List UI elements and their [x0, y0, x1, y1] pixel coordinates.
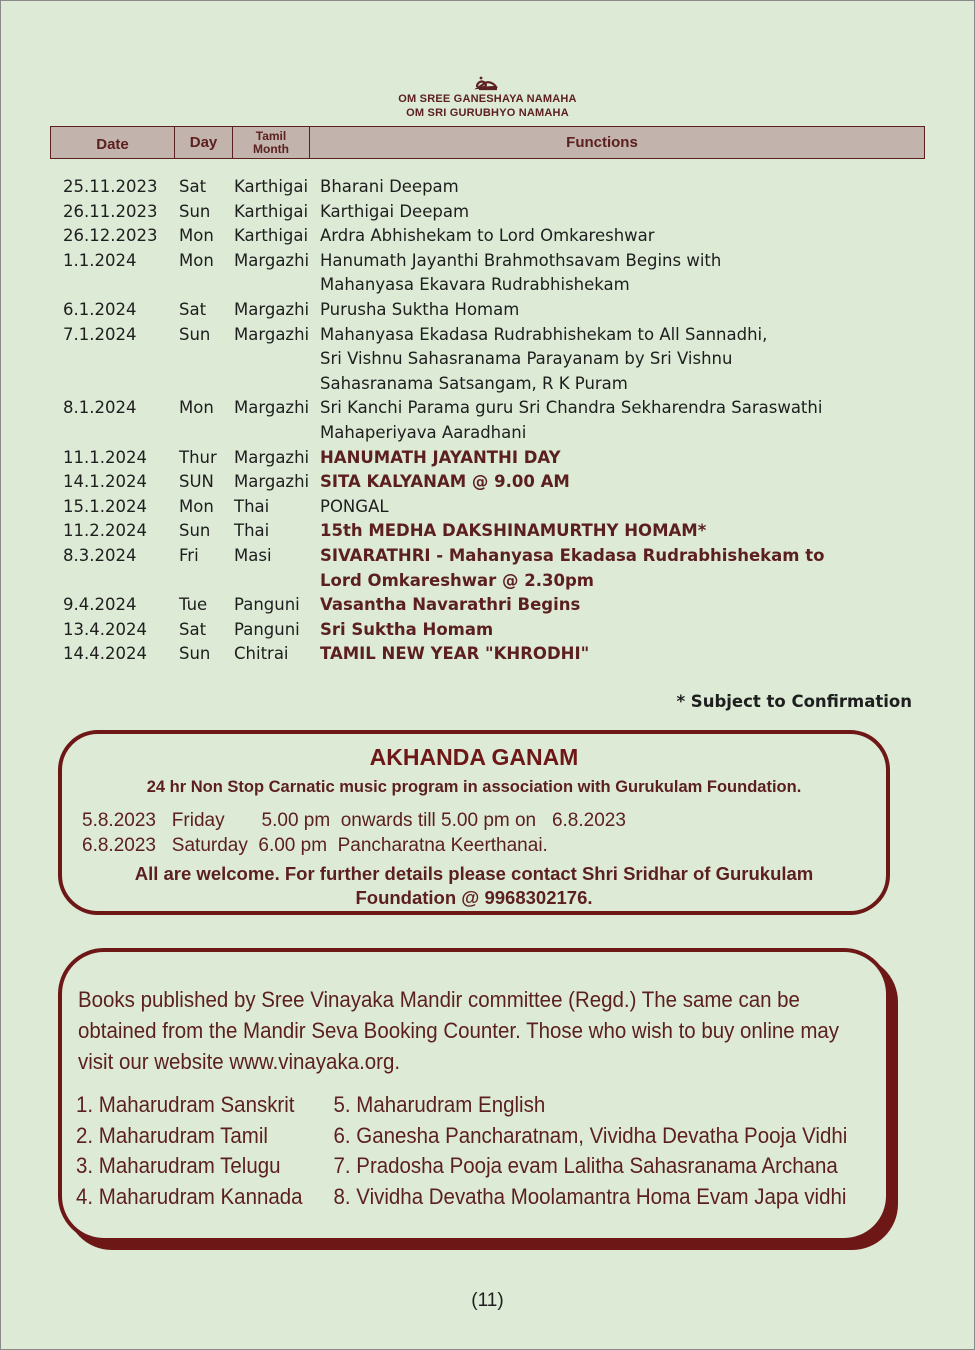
confirmation-note: * Subject to Confirmation — [676, 692, 912, 711]
row-date: 14.1.2024 — [63, 472, 147, 492]
row-month: Margazhi — [234, 472, 310, 492]
row-function: Purusha Suktha Homam — [320, 299, 520, 319]
header-day: Day — [175, 127, 233, 158]
row-function: Sri Kanchi Parama guru Sri Chandra Sekharendra Saraswathi — [320, 398, 823, 418]
row-date: 9.4.2024 — [63, 595, 137, 615]
row-date — [63, 569, 179, 594]
table-row — [63, 200, 880, 225]
akhanda-title: AKHANDA GANAM — [369, 744, 579, 770]
row-date — [63, 372, 179, 397]
header-tamil-month-line2: Month — [253, 141, 289, 156]
book-row — [76, 1121, 847, 1152]
book-item: 1. Maharudram Sanskrit — [76, 1092, 295, 1117]
row-function: HANUMATH JAYANTHI DAY — [320, 447, 561, 467]
row-day: Sun — [179, 201, 211, 221]
row-day: Mon — [179, 226, 214, 246]
row-date: 1.1.2024 — [63, 250, 137, 270]
row-function: Mahanyasa Ekadasa Rudrabhishekam to All Sannadhi, — [320, 324, 768, 344]
page-number: (11) — [471, 1290, 504, 1311]
row-day: Thur — [179, 447, 217, 467]
table-row — [63, 569, 880, 594]
row-function: SITA KALYANAM @ 9.00 AM — [320, 472, 570, 492]
row-month: Margazhi — [234, 398, 310, 418]
om-symbol-icon — [472, 74, 500, 92]
row-month: Margazhi — [234, 250, 310, 270]
row-month: Karthigai — [234, 177, 309, 196]
row-month: Panguni — [234, 595, 300, 615]
book-row — [76, 1182, 847, 1213]
row-function: 15th MEDHA DAKSHINAMURTHY HOMAM* — [320, 521, 707, 541]
row-function: Karthigai Deepam — [320, 201, 470, 221]
table-row — [63, 593, 880, 618]
table-row — [63, 273, 880, 298]
row-date — [63, 347, 179, 372]
header-tamil-month — [233, 127, 310, 158]
row-date: 26.11.2023 — [63, 201, 158, 221]
row-date: 8.3.2024 — [63, 545, 137, 565]
table-row — [63, 249, 880, 274]
row-day: Sat — [179, 299, 207, 319]
row-day: Mon — [179, 496, 214, 516]
row-month — [234, 372, 320, 397]
row-month — [234, 273, 320, 298]
row-function: PONGAL — [320, 496, 389, 516]
row-month: Thai — [234, 496, 270, 516]
row-date — [63, 273, 179, 298]
row-date: 14.4.2024 — [63, 644, 147, 664]
row-day — [179, 421, 234, 446]
table-row — [63, 642, 880, 667]
row-function: Lord Omkareshwar @ 2.30pm — [320, 570, 594, 590]
books-intro: Books published by Sree Vinayaka Mandir committee (Regd.) The same can be obtained from the Mandir Seva Booking Counter. Those who wish to buy online may visit our website www.vinayaka.org. — [78, 987, 840, 1074]
row-date: 25.11.2023 — [63, 177, 158, 196]
row-month — [234, 421, 320, 446]
row-date — [63, 421, 179, 446]
book-item: 8. Vividha Devatha Moolamantra Homa Evam Japa vidhi — [333, 1183, 847, 1209]
row-function: TAMIL NEW YEAR "KHRODHI" — [320, 644, 590, 664]
welcome-line: All are welcome. For further details please contact Shri Sridhar of Gurukulam — [134, 863, 814, 884]
akhanda-ganam-box — [58, 730, 890, 915]
row-function: Bharani Deepam — [320, 177, 459, 196]
books-list — [76, 1090, 847, 1212]
row-day: Mon — [179, 250, 214, 270]
row-month: Karthigai — [234, 226, 309, 246]
table-row — [63, 618, 880, 643]
row-function: Ardra Abhishekam to Lord Omkareshwar — [320, 226, 655, 246]
row-day: Fri — [179, 545, 199, 565]
row-day: Tue — [179, 595, 208, 615]
invocation-ganesha: OM SREE GANESHAYA NAMAHA — [398, 93, 577, 105]
header-tamil-month-line1: Tamil — [255, 128, 287, 143]
row-month — [234, 569, 320, 594]
table-row — [63, 298, 880, 323]
row-date: 13.4.2024 — [63, 619, 147, 639]
table-row — [63, 495, 880, 520]
row-month: Margazhi — [234, 324, 310, 344]
row-month: Chitrai — [234, 644, 289, 664]
schedule-line: 5.8.2023 Friday 5.00 pm onwards till 5.00 pm on 6.8.2023 — [82, 810, 626, 831]
table-row — [63, 372, 880, 397]
book-item: 6. Ganesha Pancharatnam, Vividha Devatha Pooja Vidhi — [333, 1122, 848, 1148]
book-item: 4. Maharudram Kannada — [76, 1183, 303, 1209]
row-date: 8.1.2024 — [63, 398, 137, 418]
row-function: Sahasranama Satsangam, R K Puram — [320, 373, 628, 393]
row-date: 11.1.2024 — [63, 447, 147, 467]
row-month: Thai — [234, 521, 270, 541]
table-row — [63, 470, 880, 495]
row-day: Sat — [179, 177, 207, 196]
book-item: 2. Maharudram Tamil — [76, 1122, 268, 1148]
row-month: Margazhi — [234, 299, 310, 319]
row-function: Mahaperiyava Aaradhani — [320, 422, 527, 442]
table-row — [63, 347, 880, 372]
table-row — [63, 544, 880, 569]
table-row — [63, 519, 880, 544]
book-item: 3. Maharudram Telugu — [76, 1153, 281, 1178]
table-row — [63, 224, 880, 249]
row-date: 15.1.2024 — [63, 496, 147, 516]
row-day — [179, 347, 234, 372]
row-day: Sun — [179, 521, 211, 541]
table-header — [50, 126, 925, 159]
row-function: Sri Suktha Homam — [320, 619, 494, 639]
table-row — [63, 446, 880, 471]
invocation-guru: OM SRI GURUBHYO NAMAHA — [406, 107, 569, 119]
akhanda-welcome — [72, 862, 876, 910]
row-day — [179, 569, 234, 594]
row-day: Sun — [179, 644, 211, 664]
books-box — [58, 948, 890, 1242]
row-date: 6.1.2024 — [63, 299, 137, 319]
row-day — [179, 372, 234, 397]
functions-table-body — [63, 175, 880, 667]
table-row — [63, 396, 880, 421]
book-item: 5. Maharudram English — [333, 1092, 546, 1117]
row-function: SIVARATHRI - Mahanyasa Ekadasa Rudrabhishekam to — [320, 545, 825, 565]
table-row — [63, 323, 880, 348]
book-row — [76, 1090, 847, 1121]
row-day: Sat — [179, 619, 207, 639]
row-day: Sun — [179, 324, 211, 344]
schedule-line: 6.8.2023 Saturday 6.00 pm Pancharatna Keerthanai. — [82, 835, 548, 856]
row-day: SUN — [179, 472, 214, 492]
book-item: 7. Pradosha Pooja evam Lalitha Sahasranama Archana — [333, 1153, 838, 1178]
row-date: 11.2.2024 — [63, 521, 147, 541]
row-month: Masi — [234, 545, 272, 565]
row-month — [234, 347, 320, 372]
row-function: Sri Vishnu Sahasranama Parayanam by Sri Vishnu — [320, 349, 733, 369]
header-date: Date — [51, 127, 175, 158]
akhanda-schedule — [82, 808, 626, 858]
book-row — [76, 1151, 847, 1182]
row-function: Hanumath Jayanthi Brahmothsavam Begins with — [320, 250, 722, 270]
row-day: Mon — [179, 398, 214, 418]
row-day — [179, 273, 234, 298]
row-date: 26.12.2023 — [63, 226, 158, 246]
table-row — [63, 175, 880, 200]
row-function: Mahanyasa Ekavara Rudrabhishekam — [320, 275, 630, 295]
table-row — [63, 421, 880, 446]
row-month: Panguni — [234, 619, 300, 639]
header-functions: Functions — [566, 134, 638, 151]
welcome-line: Foundation @ 9968302176. — [355, 887, 593, 908]
row-month: Karthigai — [234, 201, 309, 221]
row-function: Vasantha Navarathri Begins — [320, 595, 581, 615]
row-month: Margazhi — [234, 447, 310, 467]
akhanda-subtitle: 24 hr Non Stop Carnatic music program in association with Gurukulam Foundation. — [146, 778, 802, 796]
row-date: 7.1.2024 — [63, 324, 137, 344]
